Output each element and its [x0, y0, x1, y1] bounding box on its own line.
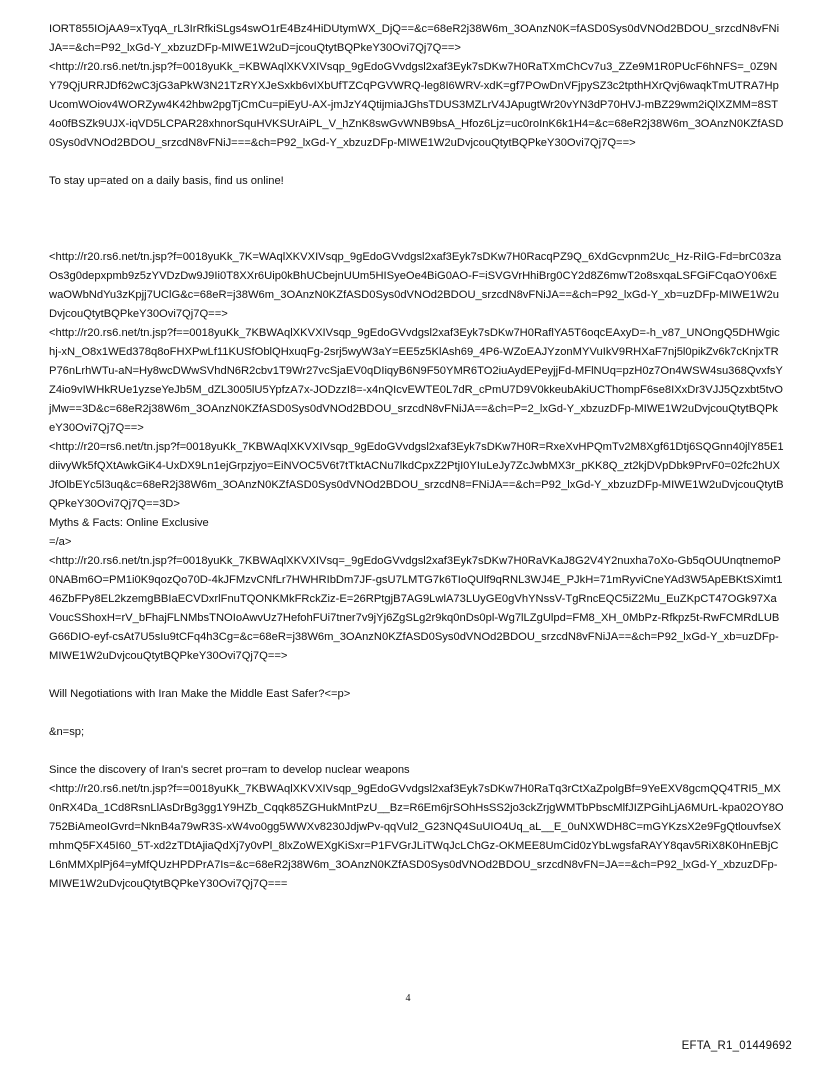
html-entity-text: &n=sp; [49, 726, 85, 738]
blank-line [49, 666, 784, 685]
tracking-link[interactable]: <http://r20.rs6.net/tn.jsp?f==0018yuKk_7KBWAqlXKVXIVsqp_9gEdoGVvdgsl2xaf3Eyk7sDKw7H0RaTq3rCtXaZpolgBf=9YeEXV8gcmQQ4TRI5_MX0nRX4Da_1Cd8RsnLlAsDrBg3gg1Y9HZb_Cqqk85ZGHukMntPzU__Bz=R6Em6jrSOhHsSS2jo3ckZrjgWMTbPbscMlfJIZPGihLjA6MUrL-kpa02OY8O752BiAmeoIGvrd=NknB4a79wR3S-xW4vo0gg5WWXv8230JdjwPv-qqVul2_G23NQ4SuUIO4Uq_aL__E_0uNXWDH8C=mGYKzsX2e9FgQtlouvfseXmhmQ5FX45I60_5T-xd2zTDtAjiaQdXj7y0vPl_8lxZoWEXgKiSxr=P1FVGrJLiTWqJcLChGz-OKMEE8UmCid0zYbLwgsfaRAYY8qav5RiX8K0HnEBjCL6nMMXplPj64=yMfQUzHPDPrA7Is=&c=68eR2j38W6m_3OAnzN0KZfASD0Sys0dVNOd2BDOU_srzcdN8vFN=JA==&ch=P92_lxGd-Y_xbzuzDFp-MIWE1W2uDvjcouQtytBQPkeY30Ovi7Qj7Q=== [49, 783, 784, 890]
article-snippet: Since the discovery of Iran's secret pro=ram to develop nuclear weapons [49, 764, 410, 776]
tracking-link[interactable]: <http://r20.rs6.net/tn.jsp?f==0018yuKk_7KBWAqlXKVXIVsqp_9gEdoGVvdgsl2xaf3Eyk7sDKw7H0RaflYA5T6oqcEAxyD=-h_v87_UNOngQ5DHWgichj-xN_O8x1WEd378q8oFHXPwLf11KUSfOblQHxuqFg-2srj5wyW3aY=EE5z5KlAsh69_4P6-WZoEAJYzonMYVuIkV9RHXaF7nj5l0pikZv6k7cKnjxTRP76nLrhWTu-aN=Hy8wcDWwSVhdN6R2cbv1T9Wr27vcSjaEV0qDIiqyB6N9F50YMR6TO2iuAydEPeyjjFd-MFlNUq=pzH0z7On4WSW4su368QvxfsYZ4io9vIWHkRUe1yzseYeJb5M_dZL3005lU5YpfzA7x-JODzzI8=-x4nQIcvEWTE0L7dR_cPmU7D9V0kkeubAkiUCThompF6se8IXxDr3VJJ5Qzxbt5tvOjMw==3D&c=68eR2j38W6m_3OAnzN0KZfASD0Sys0dVNOd2BDOU_srzcdN8vFNiJA==&ch=P=2_lxGd-Y_xbzuzDFp-MIWE1W2uDvjcouQtytBQPkeY30Ovi7Qj7Q==> [49, 327, 783, 434]
tracking-link[interactable]: <http://r20.rs6.net/tn.jsp?f=0018yuKk_7KBWAqlXKVXIVsq=_9gEdoGVvdgsl2xaf3Eyk7sDKw7H0RaVKaJ8G2V4Y2nuxha7oXo-Gb5qOUUnqtnemoP0NABm6O=PM1i0K9qozQo70D-4kJFMzvCNfLr7HWHRIbDm7JF-gsU7LMTG7k6TIoQUlf9qRNL3WJ4E_PJkH=71mRyviCneYAd3W5ApEBKtSXimt146ZbFPy8EL2kzemgBBIaECVDxrlFnuTQONKMkFRckZiz-E=26RPtgjB7AG9LwlA73LUyGE0gVhYNssV-TgRncEQC5iZ2Mu_EuZKpCT47OGk97XaVoucSShoxH=rV_bFhajFLNMbsTNOIoAwvUz7HefohFUi7tner7v9jYj6ZgSLg2r9kq0nDs0pl-Wg7lLZgUlpd=FM8_XH_0MbPz-Rfkpz5t-RwFCMRdLUBG66DIO-eyf-csAt7U5sIu9tCFq4h3Cg=&c=68eR=j38W6m_3OAnzN0KZfASD0Sys0dVNOd2BDOU_srzcdN8vFNiJA==&ch=P92_lxGd-Y_xb=uzDFp-MIWE1W2uDvjcouQtytBQPkeY30Ovi7Qj7Q==> [49, 555, 783, 662]
url-fragment-block: IORT855IOjAA9=xTyqA_rL3IrRfkiSLgs4swO1rE4Bz4HiDUtymWX_DjQ==&c=68eR2j38W6m_3OAnzN0K=fASD0Sys0dVNOd2BDOU_srzcdN8vFNiJA==&ch=P92_lxGd-Y_xbzuzDFp-MIWE1W2uD=jcouQtytBQPkeY30Ovi7Qj7Q==> [49, 23, 780, 54]
tracking-link[interactable]: <http://r20=rs6.net/tn.jsp?f=0018yuKk_7KBWAqlXKVXIVsqp_9gEdoGVvdgsl2xaf3Eyk7sDKw7H0R=RxeXvHPQmTv2M8Xgf61Dtj6SQGnn40jlY85E1diivyWk5fQXtAwkGiK4-UxDX9Ln1ejGrpzjyo=EiNVOC5V6t7tTktACNu7lkdCpxZ2PtjI0YIuLeJy7ZcJwbMX3r_pKK8Q_zt2kjDVpDbk9PrvF0=02fc2hUXJfOlbEYc5l3uq&c=68eR2j38W6m_3OAnzN0KZfASD0Sys0dVNOd2BDOU_srzcdN8=FNiJA==&ch=P92_lxGd-Y_xbzuzDFp-MIWE1W2uDvjcouQtytBQPkeY30Ovi7Qj7Q==3D> [49, 441, 784, 510]
section-heading-myths-facts: Myths & Facts: Online Exclusive [49, 517, 209, 529]
tracking-link[interactable]: <http://r20.rs6.net/tn.jsp?f=0018yuKk_7K=WAqlXKVXIVsqp_9gEdoGVvdgsl2xaf3Eyk7sDKw7H0RacqPZ9Q_6XdGcvpnm2Uc_Hz-RiIG-Fd=brC03zaOs3g0depxpmb9z5zYVDzDw9J9Ii0T8XXr6Uip0kBhUCbejnUUm5HISyeOe4BiG0AO-F=iSVGVrHhiBrg0CY2d8Z6mwT2o8sxqaLSFGiFCqaOY06xEwaOWbNdYu3zKpjj7UClG&c=68eR=j38W6m_3OAnzN0KZfASD0Sys0dVNOd2BDOU_srzcdN8vFNiJA==&ch=P92_lxGd-Y_xb=uzDFp-MIWE1W2uDvjcouQtytBQPkeY30Ovi7Qj7Q==> [49, 251, 782, 320]
tracking-link[interactable]: <http://r20.rs6.net/tn.jsp?f=0018yuKk_=KBWAqlXKVXIVsqp_9gEdoGVvdgsl2xaf3Eyk7sDKw7H0RaTXmChCv7u3_ZZe9M1R0PUcF6hNFS=_0Z9NY79QjURRJDf62wC3jG3aPkW3N21TzRYXJeSxkb6vIXbUfTZCqPGVWRQ-leg8I6WRV-xdK=gf7POwDnVFjpySZ3c2tpthHXrQvj6waqkTmUTRA7HpUcomWOiov4WORZyw4K42hbw2pgTjCmCu=piEyU-AX-jmJzY4QtijmiaJGhsTDUS3MZLrV4JApugtWr20vYN3dP70HVJ-mBZ29wm2iQlXZMM=8ST4o0fBSZk9UJX-iqVD5LCPAR28xhnorSquHVKSUrAiPL_V_hZnK8swGvWNB9bsA_Hfoz6Ljz=uc0roInK6k1H4=&c=68eR2j38W6m_3OAnzN0KZfASD0Sys0dVNOd2BDOU_srzcdN8vFNiJ===&ch=P92_lxGd-Y_xbzuzDFp-MIWE1W2uDvjcouQtytBQPkeY30Ovi7Qj7Q==> [49, 61, 784, 149]
blank-line [49, 153, 784, 172]
blank-line [49, 742, 784, 761]
blank-lines [49, 191, 784, 248]
page-number: 4 [405, 993, 411, 1004]
article-title: Will Negotiations with Iran Make the Middle East Safer?<=p> [49, 688, 351, 700]
bates-number: EFTA_R1_01449692 [681, 1040, 792, 1052]
document-body [49, 20, 784, 894]
blank-line [49, 704, 784, 723]
html-fragment-text: =/a> [49, 536, 72, 548]
stay-updated-text: To stay up=ated on a daily basis, find us online! [49, 175, 284, 187]
